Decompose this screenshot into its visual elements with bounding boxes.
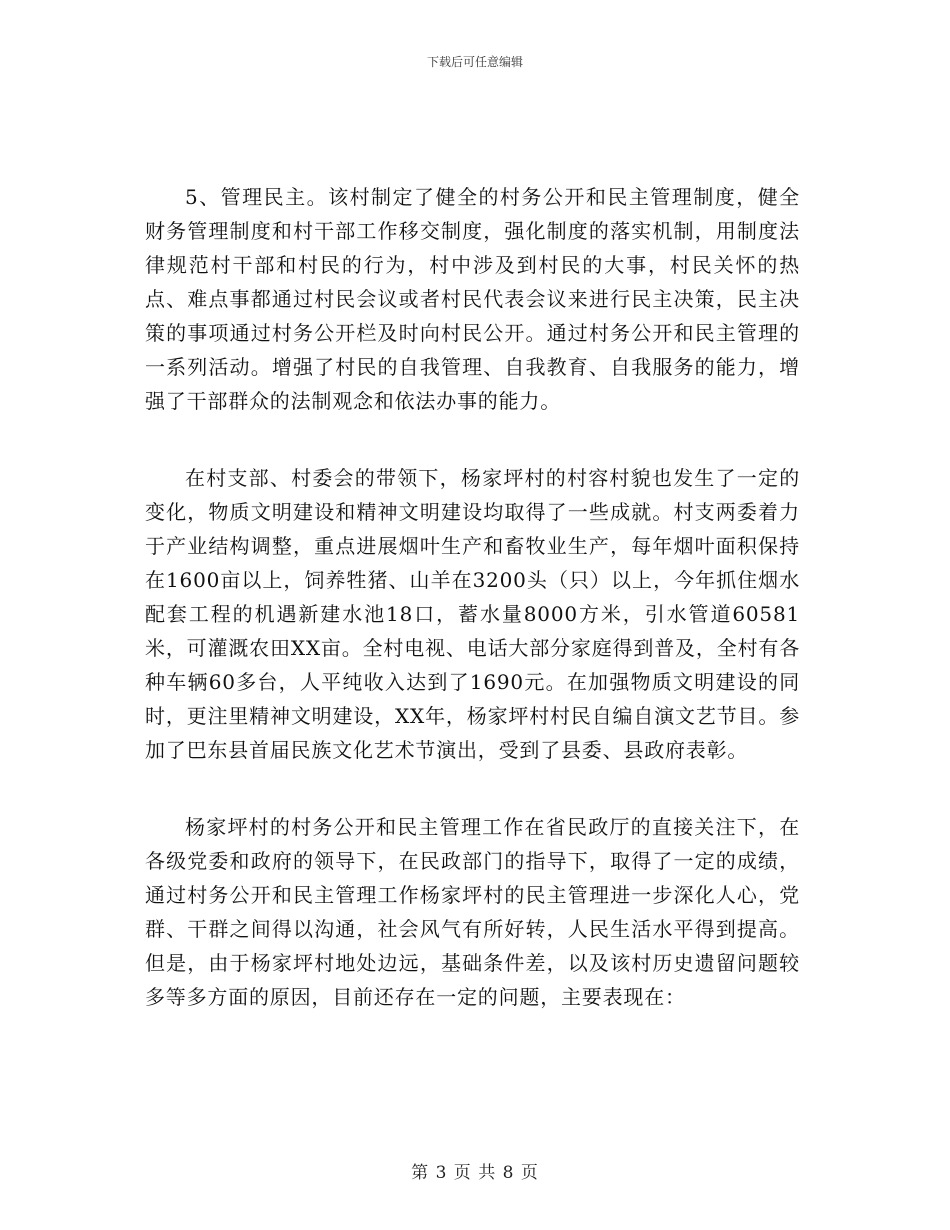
document-body — [145, 180, 800, 1014]
paragraph-democratic-management: 5、管理民主。该村制定了健全的村务公开和民主管理制度，健全财务管理制度和村干部工作移交制度，强化制度的落实机制，用制度法律规范村干部和村民的行为，村中涉及到村民的大事，村民关怀的热点、难点事都通过村民会议或者村民代表会议来进行民主决策，民主决策的事项通过村务公开栏及时向村民公开。通过村务公开和民主管理的一系列活动。增强了村民的自我管理、自我教育、自我服务的能力，增强了干部群众的法制观念和依法办事的能力。 — [145, 185, 800, 413]
paragraph-gap — [145, 418, 800, 461]
paragraph-gap — [145, 767, 800, 810]
page-header-note: 下载后可任意编辑 — [426, 55, 523, 69]
page-number: 第 3 页 共 8 页 — [411, 1163, 539, 1183]
paragraph-achievements-problems: 杨家坪村的村务公开和民主管理工作在省民政厅的直接关注下，在各级党委和政府的领导下，在民政部门的指导下，取得了一定的成绩，通过村务公开和民主管理工作杨家坪村的民主管理进一步深化人心，党群、干群之间得以沟通，社会风气有所好转，人民生活水平得到提高。但是，由于杨家坪村地处边远，基础条件差，以及该村历史遗留问题较多等多方面的原因，目前还存在一定的问题，主要表现在： — [145, 815, 800, 1009]
paragraph-village-development: 在村支部、村委会的带领下，杨家坪村的村容村貌也发生了一定的变化，物质文明建设和精神文明建设均取得了一些成就。村支两委着力于产业结构调整，重点进展烟叶生产和畜牧业生产，每年烟叶面积保持在1600亩以上，饲养牲猪、山羊在3200头（只）以上，今年抓住烟水配套工程的机遇新建水池18口，蓄水量8000方米，引水管道60581米，可灌溉农田XX亩。全村电视、电话大部分家庭得到普及，全村有各种车辆60多台，人平纯收入达到了1690元。在加强物质文明建设的同时，更注里精神文明建设，XX年，杨家坪村村民自编自演文艺节目。参加了巴东县首届民族文化艺术节演出，受到了县委、县政府表彰。 — [145, 466, 800, 762]
